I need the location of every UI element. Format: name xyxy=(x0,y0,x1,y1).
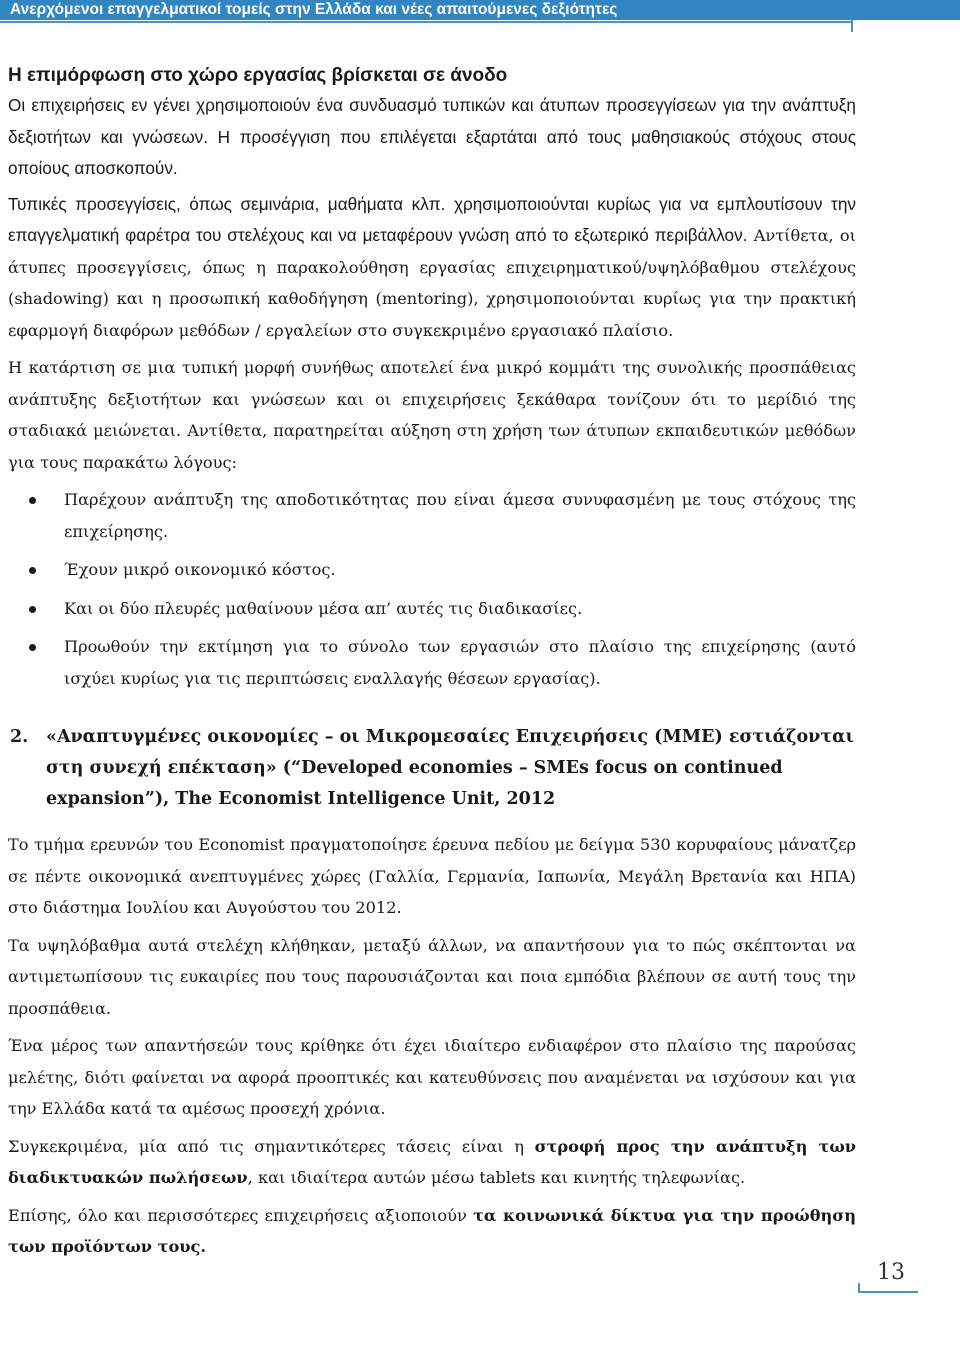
section-subheading: Η επιμόρφωση στο χώρο εργασίας βρίσκεται σε άνοδο xyxy=(8,65,508,86)
section-number: 2. xyxy=(10,727,29,747)
p4-post: , και ιδιαίτερα αυτών μέσω tablets και κινητής τηλεφωνίας. xyxy=(247,1168,746,1187)
intro-paragraph-3: Η κατάρτιση σε μια τυπική μορφή συνήθως αποτελεί ένα μικρό κομμάτι της συνολικής προσπάθειας ανάπτυξης δεξιοτήτων και γνώσεων και οι επιχειρήσεις ξεκάθαρα τονίζουν ότι το μερίδιό της σταδιακά μειώνεται. Αντίθετα, παρατηρείται αύξηση στη χρήση των άτυπων εκπαιδευτικών μεθόδων για τους παρακάτω λόγους: xyxy=(8,358,856,472)
list-item xyxy=(8,484,856,547)
section-title: «Αναπτυγμένες οικονομίες – οι Μικρομεσαίες Επιχειρήσεις (ΜΜΕ) εστιάζονται στη συνεχή επέκταση» (“Developed economies – SMEs focus on continued expansion”), The Economist Intelligence Unit, 2012 xyxy=(46,727,855,809)
list-item-text: Παρέχουν ανάπτυξη της αποδοτικότητας που είναι άμεσα συνυφασμένη με τους στόχους της επιχείρησης. xyxy=(64,490,856,541)
p5-pre: Επίσης, όλο και περισσότερες επιχειρήσεις αξιοποιούν xyxy=(8,1205,474,1225)
page-number: 13 xyxy=(877,1260,905,1285)
list-item-text: Και οι δύο πλευρές μαθαίνουν μέσα απ’ αυτές τις διαδικασίες. xyxy=(64,598,583,618)
bullet-icon xyxy=(29,497,36,504)
intro-paragraph-1: Οι επιχειρήσεις εν γένει χρησιμοποιούν ένα συνδυασμό τυπικών και άτυπων προσεγγίσεων για την ανάπτυξη δεξιοτήτων και γνώσεων. Η προσέγγιση που επιλέγεται εξαρτάται από τους μαθησιακούς στόχους στους οποίους αποσκοπούν. xyxy=(8,95,856,178)
section-2-paragraph-4 xyxy=(8,1131,856,1194)
header-rule xyxy=(0,21,852,23)
list-item xyxy=(8,593,856,625)
reasons-list xyxy=(8,484,856,694)
section-2-paragraph-2: Τα υψηλόβαθμα αυτά στελέχη κλήθηκαν, μεταξύ άλλων, να απαντήσουν για το πώς σκέπτονται να αντιμετωπίσουν τις ευκαιρίες που τους παρουσιάζονται και ποια εμπόδια βλέπουν σε αυτή τους την προσπάθεια. xyxy=(8,935,856,1018)
bullet-icon xyxy=(29,606,36,613)
section-2-paragraph-5 xyxy=(8,1200,856,1263)
p4-pre: Συγκεκριμένα, μία από τις σημαντικότερες τάσεις είναι η xyxy=(8,1136,535,1156)
list-item-text: Έχουν μικρό οικονομικό κόστος. xyxy=(64,560,336,579)
p5-bold: τα κοινωνικά δίκτυα για την προώθηση των προϊόντων τους. xyxy=(8,1205,856,1256)
list-item-text: Προωθούν την εκτίμηση για το σύνολο των εργασιών στο πλαίσιο της επιχείρησης (αυτό ισχύει κυρίως για τις περιπτώσεις εναλλαγής θέσεων εργασίας). xyxy=(64,637,856,688)
intro-paragraph-2 xyxy=(8,189,856,347)
intro-paragraph-2-cont: Αντίθετα, οι άτυπες προσεγγίσεις, όπως η παρακολούθηση εργασίας επιχειρηματικού/υψηλόβαθμου στελέχους (shadowing) και η προσωπική καθοδήγηση (mentoring), χρησιμοποιούνται κυρίως για την πρακτική εφαρμογή διαφόρων μεθόδων / εργαλείων στο συγκεκριμένο εργασιακό πλαίσιο. xyxy=(8,226,856,340)
bullet-icon xyxy=(29,567,36,574)
header-bar xyxy=(0,0,960,20)
list-item xyxy=(8,554,856,586)
intro-paragraph-2-sans: Τυπικές προσεγγίσεις, όπως σεμινάρια, μαθήματα κλπ. χρησιμοποιούνται κυρίως για να εμπλουτίσουν την επαγγελματική φαρέτρα του στελέχους και να μεταφέρουν γνώση από το εξωτερικό περιβάλλον. xyxy=(8,193,856,245)
list-item xyxy=(8,631,856,694)
bullet-icon xyxy=(29,644,36,651)
header-title: Ανερχόμενοι επαγγελματικοί τομείς στην Ελλάδα και νέες απαιτούμενες δεξιότητες xyxy=(10,1,618,18)
header-tick xyxy=(851,20,853,32)
section-2-heading xyxy=(8,722,856,815)
section-2-paragraph-1: Το τμήμα ερευνών του Economist πραγματοποίησε έρευνα πεδίου με δείγμα 530 κορυφαίους μάνατζερ σε πέντε οικονομικά ανεπτυγμένες χώρες (Γαλλία, Γερμανία, Ιαπωνία, Μεγάλη Βρετανία και ΗΠΑ) στο διάστημα Ιουλίου και Αυγούστου του 2012. xyxy=(8,835,856,917)
page-number-rule xyxy=(860,1291,918,1293)
page-content xyxy=(8,62,856,1269)
p4-bold: στροφή προς την ανάπτυξη των διαδικτυακών πωλήσεων xyxy=(8,1136,856,1187)
section-2-paragraph-3: Ένα μέρος των απαντήσεών τους κρίθηκε ότι έχει ιδιαίτερο ενδιαφέρον στο πλαίσιο της παρούσας μελέτης, διότι φαίνεται να αφορά προοπτικές και κατευθύνσεις που αναμένεται να ισχύσουν και για την Ελλάδα κατά τα αμέσως προσεχή χρόνια. xyxy=(8,1036,856,1118)
page-number-tick xyxy=(858,1283,860,1293)
